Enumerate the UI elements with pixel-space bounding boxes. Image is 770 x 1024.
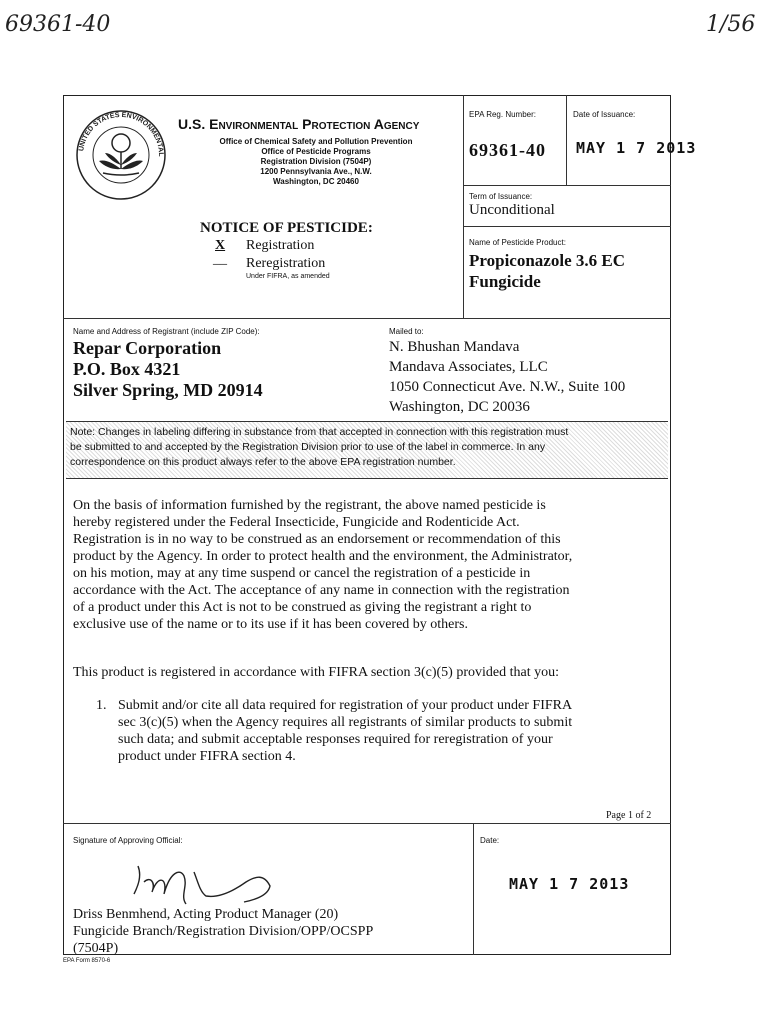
date-issuance-stamp: MAY 1 7 2013: [576, 139, 697, 157]
handwritten-page-count: 1/56: [706, 12, 756, 37]
reg-number-label: EPA Reg. Number:: [469, 110, 536, 119]
body-line-4: product by the Agency. In order to protect health and the environment, the Administrator,: [73, 549, 573, 564]
registrant-line1: Repar Corporation: [73, 338, 222, 358]
agency-line-1: Office of Chemical Safety and Pollution Prevention: [219, 137, 413, 146]
date-issuance-label: Date of Issuance:: [573, 110, 636, 119]
note-line-2: be submitted to and accepted by the Registration Division prior to use of the label in commerce. In any: [70, 441, 546, 453]
registration-label: Registration: [246, 238, 315, 253]
item-number: 1.: [96, 698, 107, 713]
item-line-4: product under FIFRA section 4.: [118, 749, 296, 764]
product-name-line1: Propiconazole 3.6 EC: [469, 251, 625, 270]
term-underline: [463, 226, 671, 227]
date-label: Date:: [480, 836, 500, 845]
signer-code: (7504P): [73, 941, 119, 956]
header-right-divider: [463, 95, 464, 318]
mailed-line3: 1050 Connecticut Ave. N.W., Suite 100: [389, 379, 626, 395]
term-value: Unconditional: [469, 202, 555, 218]
signature-scribble: [128, 852, 298, 912]
date-stamp: MAY 1 7 2013: [509, 875, 630, 893]
product-name-line2: Fungicide: [469, 272, 541, 291]
term-label: Term of Issuance:: [469, 192, 533, 201]
note-line-3: correspondence on this product always refer to the above EPA registration number.: [70, 456, 456, 468]
header-bottom-line: [63, 318, 671, 319]
registrant-line2: P.O. Box 4321: [73, 359, 181, 379]
page-number: Page 1 of 2: [606, 810, 652, 821]
agency-name: U.S. Environmental Protection Agency: [178, 116, 420, 132]
body-line-6: accordance with the Act. The acceptance of any name in connection with the registration: [73, 583, 570, 598]
form-number: EPA Form 8570-6: [63, 958, 111, 964]
reregistration-mark: __: [213, 252, 227, 267]
signature-top-line: [63, 823, 671, 824]
body-line-1: On the basis of information furnished by the registrant, the above named pesticide is: [73, 498, 546, 513]
reg-number-underline: [463, 185, 671, 186]
agency-line-5: Washington, DC 20460: [273, 177, 359, 186]
signature-label: Signature of Approving Official:: [73, 836, 183, 845]
agency-line-2: Office of Pesticide Programs: [261, 147, 371, 156]
epa-seal: [73, 107, 169, 203]
item-line-3: such data; and submit acceptable responses required for reregistration of your: [118, 732, 553, 747]
item-line-2: sec 3(c)(5) when the Agency requires all registrants of similar products to submit: [118, 715, 573, 730]
seal-text: UNITED STATES ENVIRONMENTAL: [78, 111, 165, 157]
product-label: Name of Pesticide Product:: [469, 238, 566, 247]
mailed-line2: Mandava Associates, LLC: [389, 359, 548, 375]
registrant-label: Name and Address of Registrant (include ZIP Code):: [73, 327, 260, 336]
note-line-1: Note: Changes in labeling differing in substance from that accepted in connection with this registration must: [70, 426, 569, 438]
notice-title: NOTICE OF PESTICIDE:: [200, 220, 373, 236]
body-line-8: exclusive use of the name or to its use if it has been covered by others.: [73, 617, 468, 632]
body-paragraph-2: This product is registered in accordance with FIFRA section 3(c)(5) provided that you:: [73, 665, 559, 680]
agency-line-3: Registration Division (7504P): [260, 157, 372, 166]
agency-address: [186, 137, 446, 187]
signer-branch: Fungicide Branch/Registration Division/OPP/OCSPP: [73, 924, 374, 939]
registrant-line3: Silver Spring, MD 20914: [73, 380, 263, 400]
signer-name: Driss Benmhend, Acting Product Manager (20): [73, 907, 339, 922]
note-text: [70, 425, 668, 470]
reregistration-label: Reregistration: [246, 256, 326, 271]
body-line-5: on his motion, may at any time suspend or cancel the registration of a pesticide in: [73, 566, 531, 581]
svg-text:UNITED STATES ENVIRONMENTAL PR: [73, 107, 164, 157]
body-line-2: hereby registered under the Federal Insecticide, Fungicide and Rodenticide Act.: [73, 515, 520, 530]
mailed-label: Mailed to:: [389, 327, 424, 336]
mailed-line4: Washington, DC 20036: [389, 399, 530, 415]
item-1-text: [118, 697, 572, 765]
signature-divider: [473, 823, 474, 955]
body-paragraph-1: [73, 497, 572, 633]
body-line-7: of a product under this Act is not to be construed as giving the registrant a right to: [73, 600, 532, 615]
agency-line-4: 1200 Pennsylvania Ave., N.W.: [260, 167, 372, 176]
date-divider: [566, 95, 567, 185]
under-fifra: Under FIFRA, as amended: [246, 273, 330, 280]
mailed-line1: N. Bhushan Mandava: [389, 339, 520, 355]
reg-number-value: 69361-40: [469, 140, 546, 160]
body-line-3: Registration is in no way to be construed as an endorsement or recommendation of this: [73, 532, 561, 547]
handwritten-reg-number: 69361-40: [5, 12, 111, 37]
item-line-1: Submit and/or cite all data required for registration of your product under FIFRA: [118, 698, 573, 713]
registration-mark: X: [215, 238, 226, 253]
